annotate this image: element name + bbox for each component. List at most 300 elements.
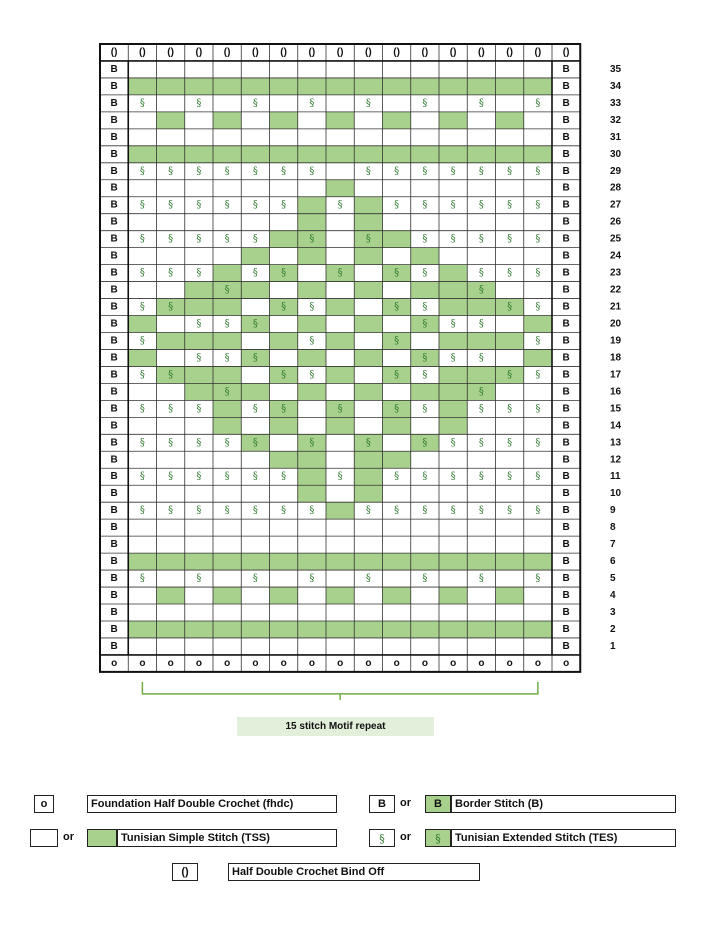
border-stitch-left: B (110, 640, 118, 652)
tss-cell (298, 146, 326, 163)
tss-cell (128, 553, 156, 570)
tes-symbol: § (196, 437, 202, 449)
motif-repeat-label: 15 stitch Motif repeat (237, 717, 434, 736)
tes-symbol: § (224, 471, 230, 483)
tes-symbol: § (139, 437, 145, 449)
legend-or-text: or (400, 831, 411, 843)
tss-cell (524, 621, 552, 638)
tes-symbol: § (281, 369, 287, 381)
tes-symbol: § (168, 267, 174, 279)
tes-symbol: § (252, 233, 258, 245)
tes-symbol: § (394, 165, 400, 177)
legend-or-text: or (400, 797, 411, 809)
tes-symbol: § (196, 505, 202, 517)
tes-symbol: § (196, 471, 202, 483)
tes-symbol: § (422, 369, 428, 381)
tes-symbol: § (139, 199, 145, 211)
tes-symbol: § (535, 403, 541, 415)
tes-symbol: § (507, 369, 513, 381)
motif-repeat-bracket (142, 682, 538, 700)
tss-cell (270, 417, 298, 434)
tss-cell (439, 146, 467, 163)
tss-cell (439, 400, 467, 417)
tes-symbol: § (478, 573, 484, 585)
tss-cell (213, 332, 241, 349)
bind-off-symbol: () (110, 46, 118, 58)
tss-cell (185, 383, 213, 400)
tes-symbol: § (394, 199, 400, 211)
bind-off-symbol: () (139, 46, 146, 58)
tes-symbol: § (224, 284, 230, 296)
tss-cell (354, 146, 382, 163)
border-stitch-right: B (562, 369, 570, 381)
tes-symbol: § (478, 352, 484, 364)
tes-symbol: § (139, 301, 145, 313)
tes-symbol: § (394, 369, 400, 381)
row-number: 11 (610, 471, 621, 483)
tss-cell (467, 621, 495, 638)
tss-cell (270, 451, 298, 468)
bind-off-symbol: () (534, 46, 542, 58)
tss-cell (185, 146, 213, 163)
tes-symbol: § (478, 471, 484, 483)
tss-cell (383, 146, 411, 163)
border-stitch-right: B (562, 284, 570, 296)
legend-fhdc-symbol (34, 795, 54, 813)
tes-symbol: § (224, 437, 230, 449)
tss-cell (524, 78, 552, 95)
tes-symbol: § (535, 573, 541, 585)
border-stitch-left: B (110, 267, 118, 279)
tss-cell (383, 78, 411, 95)
tes-symbol: § (281, 301, 287, 313)
tes-symbol: § (535, 335, 541, 347)
tss-cell (439, 621, 467, 638)
tes-symbol: § (196, 318, 202, 330)
tss-cell (241, 383, 269, 400)
border-stitch-right: B (562, 573, 570, 585)
border-stitch-right: B (562, 471, 570, 483)
row-number: 27 (610, 199, 622, 211)
border-stitch-left: B (110, 369, 118, 381)
bind-off-symbol: () (365, 46, 372, 58)
tss-cell (270, 587, 298, 604)
tes-symbol: § (281, 267, 287, 279)
tss-cell (411, 248, 439, 265)
tss-cell (298, 197, 326, 214)
tes-symbol: § (252, 352, 258, 364)
tss-cell (383, 417, 411, 434)
tes-symbol: § (168, 233, 174, 245)
tss-cell (185, 299, 213, 316)
tss-cell (157, 332, 185, 349)
tss-cell (241, 553, 269, 570)
row-number: 15 (610, 403, 622, 415)
tss-cell (213, 299, 241, 316)
tes-symbol: § (365, 437, 371, 449)
tes-symbol: § (337, 471, 343, 483)
tes-symbol: § (450, 233, 456, 245)
tss-cell (241, 146, 269, 163)
tss-cell (354, 282, 382, 299)
tes-symbol-icon: § (379, 831, 385, 845)
legend-tss-green-box (87, 829, 117, 847)
tss-cell (354, 197, 382, 214)
tss-cell (326, 112, 354, 129)
tss-cell (157, 78, 185, 95)
tss-cell (298, 78, 326, 95)
tes-symbol: § (478, 267, 484, 279)
tes-symbol: § (507, 471, 513, 483)
border-stitch-right: B (562, 352, 570, 364)
tss-cell (326, 621, 354, 638)
border-stitch-right: B (562, 233, 570, 245)
tss-cell (524, 349, 552, 366)
tes-symbol: § (422, 505, 428, 517)
tss-cell (411, 282, 439, 299)
tss-cell (298, 485, 326, 502)
border-stitch-left: B (110, 556, 118, 568)
border-stitch-right: B (562, 114, 570, 126)
tes-symbol: § (281, 165, 287, 177)
tes-symbol: § (168, 403, 174, 415)
tes-symbol: § (196, 352, 202, 364)
tss-cell (326, 587, 354, 604)
border-stitch-left: B (110, 97, 118, 109)
border-stitch-right: B (562, 80, 570, 92)
foundation-symbol: o (308, 657, 315, 669)
tss-cell (326, 78, 354, 95)
legend-border-symbol (369, 795, 395, 813)
foundation-symbol: o (337, 657, 344, 669)
tes-symbol: § (478, 318, 484, 330)
tes-symbol: § (450, 352, 456, 364)
tss-cell (383, 451, 411, 468)
tes-symbol: § (394, 471, 400, 483)
bind-off-symbol: () (506, 46, 513, 58)
tes-symbol: § (224, 505, 230, 517)
tes-symbol: § (535, 233, 541, 245)
border-stitch-right: B (562, 640, 570, 652)
tss-cell (241, 248, 269, 265)
legend-bindoff-label: Half Double Crochet Bind Off (232, 866, 385, 878)
tss-cell (213, 553, 241, 570)
legend-border-symbol-green (425, 795, 451, 813)
border-stitch-left: B (110, 488, 118, 500)
border-stitch-right: B (562, 335, 570, 347)
tss-cell (383, 112, 411, 129)
tss-cell (439, 587, 467, 604)
bind-off-symbol: () (393, 46, 400, 58)
bind-off-symbol: () (223, 46, 231, 58)
row-number: 31 (610, 131, 622, 143)
border-stitch-left: B (110, 216, 118, 228)
tes-symbol: § (281, 199, 287, 211)
row-number: 21 (610, 301, 622, 313)
tes-symbol: § (422, 233, 428, 245)
bind-off-symbol-icon: () (181, 866, 189, 878)
tes-symbol: § (309, 97, 315, 109)
tss-cell (383, 587, 411, 604)
legend-tes-label: Tunisian Extended Stitch (TES) (455, 832, 618, 844)
tss-cell (185, 366, 213, 383)
row-number: 3 (610, 606, 616, 618)
tes-symbol: § (422, 437, 428, 449)
tss-cell (496, 78, 524, 95)
tes-symbol: § (281, 505, 287, 517)
row-number: 35 (610, 63, 622, 75)
row-number: 8 (610, 522, 616, 534)
border-stitch-right: B (562, 623, 570, 635)
tss-cell (383, 553, 411, 570)
tes-symbol: § (196, 97, 202, 109)
tss-cell (185, 332, 213, 349)
tes-symbol: § (139, 267, 145, 279)
tes-symbol: § (309, 573, 315, 585)
legend-tss-empty-box (30, 829, 58, 847)
tes-symbol: § (252, 165, 258, 177)
border-stitch-left: B (110, 539, 118, 551)
border-stitch-left: B (110, 199, 118, 211)
bind-off-symbol: () (562, 46, 570, 58)
foundation-symbol: o (167, 657, 174, 669)
tes-symbol: § (168, 505, 174, 517)
border-stitch-right: B (562, 437, 570, 449)
tss-cell (298, 621, 326, 638)
border-stitch-left: B (110, 403, 118, 415)
border-stitch-left: B (110, 352, 118, 364)
row-number: 24 (610, 250, 622, 262)
tes-symbol: § (422, 301, 428, 313)
tss-cell (157, 553, 185, 570)
tes-symbol: § (309, 165, 315, 177)
tes-symbol: § (478, 505, 484, 517)
tes-symbol: § (394, 505, 400, 517)
row-number: 33 (610, 97, 622, 109)
legend-tes-label-box (451, 829, 676, 847)
tss-cell (439, 282, 467, 299)
tes-symbol: § (252, 573, 258, 585)
tes-symbol: § (252, 471, 258, 483)
legend-tes-symbol-green (425, 829, 451, 847)
border-stitch-left: B (110, 250, 118, 262)
border-stitch-left: B (110, 131, 118, 143)
tss-cell (213, 265, 241, 282)
tss-cell (496, 553, 524, 570)
border-stitch-left: B (110, 590, 118, 602)
tss-cell (298, 282, 326, 299)
tss-cell (128, 316, 156, 333)
tes-symbol: § (224, 199, 230, 211)
tes-symbol: § (507, 437, 513, 449)
tes-symbol: § (337, 403, 343, 415)
tss-cell (185, 553, 213, 570)
tss-cell (354, 621, 382, 638)
tss-cell (524, 146, 552, 163)
tss-cell (354, 78, 382, 95)
tss-cell (354, 248, 382, 265)
tss-cell (213, 417, 241, 434)
tes-symbol: § (507, 233, 513, 245)
tes-symbol: § (309, 335, 315, 347)
border-stitch-left: B (110, 63, 118, 75)
tes-symbol: § (252, 505, 258, 517)
tss-cell (439, 366, 467, 383)
tss-cell (326, 366, 354, 383)
tes-symbol: § (196, 199, 202, 211)
border-stitch-left: B (110, 148, 118, 160)
tes-symbol: § (394, 403, 400, 415)
tes-symbol: § (139, 165, 145, 177)
tes-symbol: § (224, 318, 230, 330)
tss-cell (157, 587, 185, 604)
tes-symbol: § (422, 471, 428, 483)
tss-cell (439, 112, 467, 129)
tes-symbol: § (196, 403, 202, 415)
row-number: 12 (610, 454, 622, 466)
border-stitch-right: B (562, 97, 570, 109)
tss-cell (298, 214, 326, 231)
foundation-symbol: o (252, 657, 259, 669)
border-stitch-left: B (110, 284, 118, 296)
tss-cell (213, 400, 241, 417)
tss-cell (326, 180, 354, 197)
foundation-symbol: o (111, 657, 118, 669)
tes-symbol: § (422, 318, 428, 330)
tss-cell (496, 332, 524, 349)
foundation-symbol: o (506, 657, 513, 669)
tss-cell (524, 553, 552, 570)
tes-symbol: § (535, 437, 541, 449)
border-stitch-right: B (562, 606, 570, 618)
tes-symbol: § (535, 369, 541, 381)
row-number: 1 (610, 640, 616, 652)
legend-tes-symbol (369, 829, 395, 847)
border-stitch-right: B (562, 488, 570, 500)
tss-cell (411, 146, 439, 163)
tss-cell (270, 621, 298, 638)
tes-symbol: § (422, 199, 428, 211)
tes-symbol: § (422, 573, 428, 585)
tss-cell (213, 146, 241, 163)
row-number: 10 (610, 488, 622, 500)
foundation-symbol: o (393, 657, 400, 669)
foundation-symbol: o (450, 657, 457, 669)
bind-off-symbol: () (421, 46, 429, 58)
tss-cell (270, 231, 298, 248)
border-stitch-left: B (110, 165, 118, 177)
border-stitch-left: B (110, 522, 118, 534)
tss-cell (298, 316, 326, 333)
tes-symbol: § (139, 505, 145, 517)
border-stitch-left: B (110, 386, 118, 398)
row-number: 34 (610, 80, 622, 92)
row-number: 22 (610, 284, 622, 296)
row-number: 9 (610, 505, 616, 517)
bind-off-symbol: () (252, 46, 259, 58)
border-stitch-right: B (562, 386, 570, 398)
tes-symbol: § (422, 403, 428, 415)
tss-cell (326, 299, 354, 316)
tss-cell (157, 146, 185, 163)
tss-cell (411, 621, 439, 638)
tes-symbol: § (507, 301, 513, 313)
legend-border-label: Border Stitch (B) (455, 798, 543, 810)
tss-cell (241, 282, 269, 299)
border-stitch-right: B (562, 318, 570, 330)
border-stitch-right: B (562, 148, 570, 160)
tss-cell (496, 112, 524, 129)
tes-symbol: § (507, 505, 513, 517)
tes-symbol: § (281, 403, 287, 415)
tes-symbol: § (139, 403, 145, 415)
foundation-symbol: o (478, 657, 485, 669)
border-stitch-right: B (562, 63, 570, 75)
tss-cell (467, 299, 495, 316)
tss-cell (354, 451, 382, 468)
chart-outline (100, 44, 580, 672)
tes-symbol: § (535, 505, 541, 517)
foundation-symbol: o (224, 657, 231, 669)
tss-cell (354, 485, 382, 502)
tss-cell (128, 146, 156, 163)
row-number: 14 (610, 420, 622, 432)
tss-cell (467, 553, 495, 570)
foundation-symbol: o (280, 657, 287, 669)
tes-symbol: § (422, 352, 428, 364)
border-stitch-left: B (110, 471, 118, 483)
tss-cell (298, 383, 326, 400)
tes-symbol: § (252, 318, 258, 330)
tes-symbol: § (478, 199, 484, 211)
border-stitch-right: B (562, 182, 570, 194)
tes-symbol: § (450, 165, 456, 177)
tes-symbol: § (450, 471, 456, 483)
tss-cell (411, 78, 439, 95)
tes-symbol: § (224, 165, 230, 177)
tes-symbol: § (309, 233, 315, 245)
border-stitch-left: B (110, 301, 118, 313)
tes-symbol: § (535, 301, 541, 313)
tss-cell (213, 78, 241, 95)
tes-symbol: § (478, 284, 484, 296)
row-number: 5 (610, 573, 616, 585)
tes-symbol: § (507, 199, 513, 211)
tes-symbol: § (252, 267, 258, 279)
tss-cell (298, 349, 326, 366)
tes-symbol: § (422, 267, 428, 279)
tes-symbol: § (478, 386, 484, 398)
foundation-symbol: o (139, 657, 146, 669)
tss-cell (496, 146, 524, 163)
border-stitch-right: B (562, 216, 570, 228)
tes-symbol: § (168, 437, 174, 449)
tes-symbol: § (478, 233, 484, 245)
tss-cell (298, 451, 326, 468)
foundation-symbol: o (563, 657, 570, 669)
tes-symbol: § (139, 233, 145, 245)
tss-cell (496, 587, 524, 604)
tes-symbol: § (535, 165, 541, 177)
tes-symbol: § (252, 199, 258, 211)
tes-symbol: § (365, 233, 371, 245)
border-stitch-left: B (110, 505, 118, 517)
legend-tss-label: Tunisian Simple Stitch (TSS) (121, 832, 270, 844)
tss-cell (326, 332, 354, 349)
row-number: 32 (610, 114, 622, 126)
tes-symbol: § (394, 301, 400, 313)
tss-cell (439, 265, 467, 282)
